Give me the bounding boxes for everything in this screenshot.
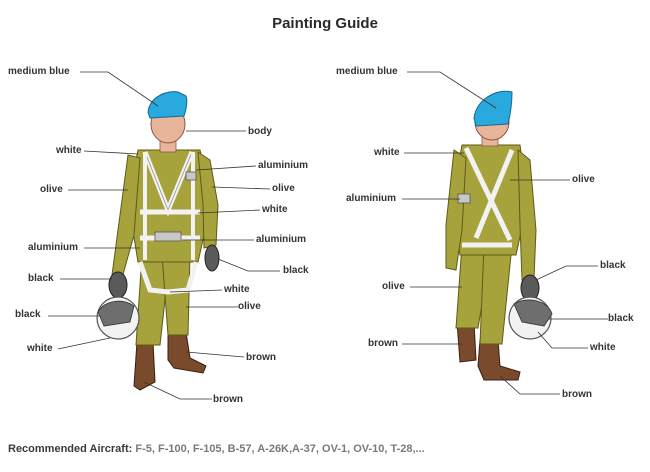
front-beret: [148, 92, 187, 118]
recommended-aircraft-label: Recommended Aircraft:: [8, 443, 133, 455]
label-front-brown-boot-bottom: brown: [213, 394, 243, 405]
label-back-black-helmet: black: [608, 313, 634, 324]
label-front-aluminium-right: aluminium: [256, 234, 307, 245]
label-front-white-leg: white: [224, 284, 250, 295]
label-back-aluminium: aluminium: [346, 193, 397, 204]
label-front-olive-leg: olive: [238, 301, 261, 312]
label-back-brown-bottom: brown: [562, 389, 592, 400]
front-leg-right: [162, 255, 190, 335]
label-back-olive: olive: [572, 174, 595, 185]
label-back-black-glove: black: [600, 260, 626, 271]
recommended-aircraft: [8, 443, 425, 455]
recommended-aircraft-list: F-5, F-100, F-105, B-57, A-26K,A-37, OV-1, OV-10, T-28,...: [135, 443, 425, 455]
back-figure: [446, 91, 552, 380]
front-boot-left: [134, 342, 155, 390]
label-front-black-right: black: [283, 265, 309, 276]
label-back-white: white: [374, 147, 400, 158]
label-front-white-shoulder: white: [56, 145, 82, 156]
label-front-medium-blue: medium blue: [8, 66, 70, 77]
front-figure: [97, 92, 219, 390]
label-back-olive-leg: olive: [382, 281, 405, 292]
front-glove-left: [109, 272, 127, 298]
label-front-black-left: black: [28, 273, 54, 284]
page-title: Painting Guide: [272, 15, 378, 32]
label-front-body: body: [248, 126, 272, 137]
label-front-white-harness: white: [262, 204, 288, 215]
label-front-black-helmet: black: [15, 309, 41, 320]
label-front-white-helmet: white: [27, 343, 53, 354]
front-boot-right: [168, 332, 206, 373]
front-buckle: [155, 232, 181, 241]
label-front-aluminium-left: aluminium: [28, 242, 79, 253]
label-back-brown-left: brown: [368, 338, 398, 349]
label-back-white-helmet: white: [590, 342, 616, 353]
label-front-aluminium-chest: aluminium: [258, 160, 309, 171]
front-arm-left: [112, 155, 140, 278]
label-front-brown-boot-right: brown: [246, 352, 276, 363]
back-beret: [474, 91, 512, 126]
back-boot-right: [478, 340, 520, 380]
label-back-medium-blue: medium blue: [336, 66, 398, 77]
label-front-olive-right: olive: [272, 183, 295, 194]
label-front-olive-left: olive: [40, 184, 63, 195]
front-glove-right: [205, 245, 219, 271]
